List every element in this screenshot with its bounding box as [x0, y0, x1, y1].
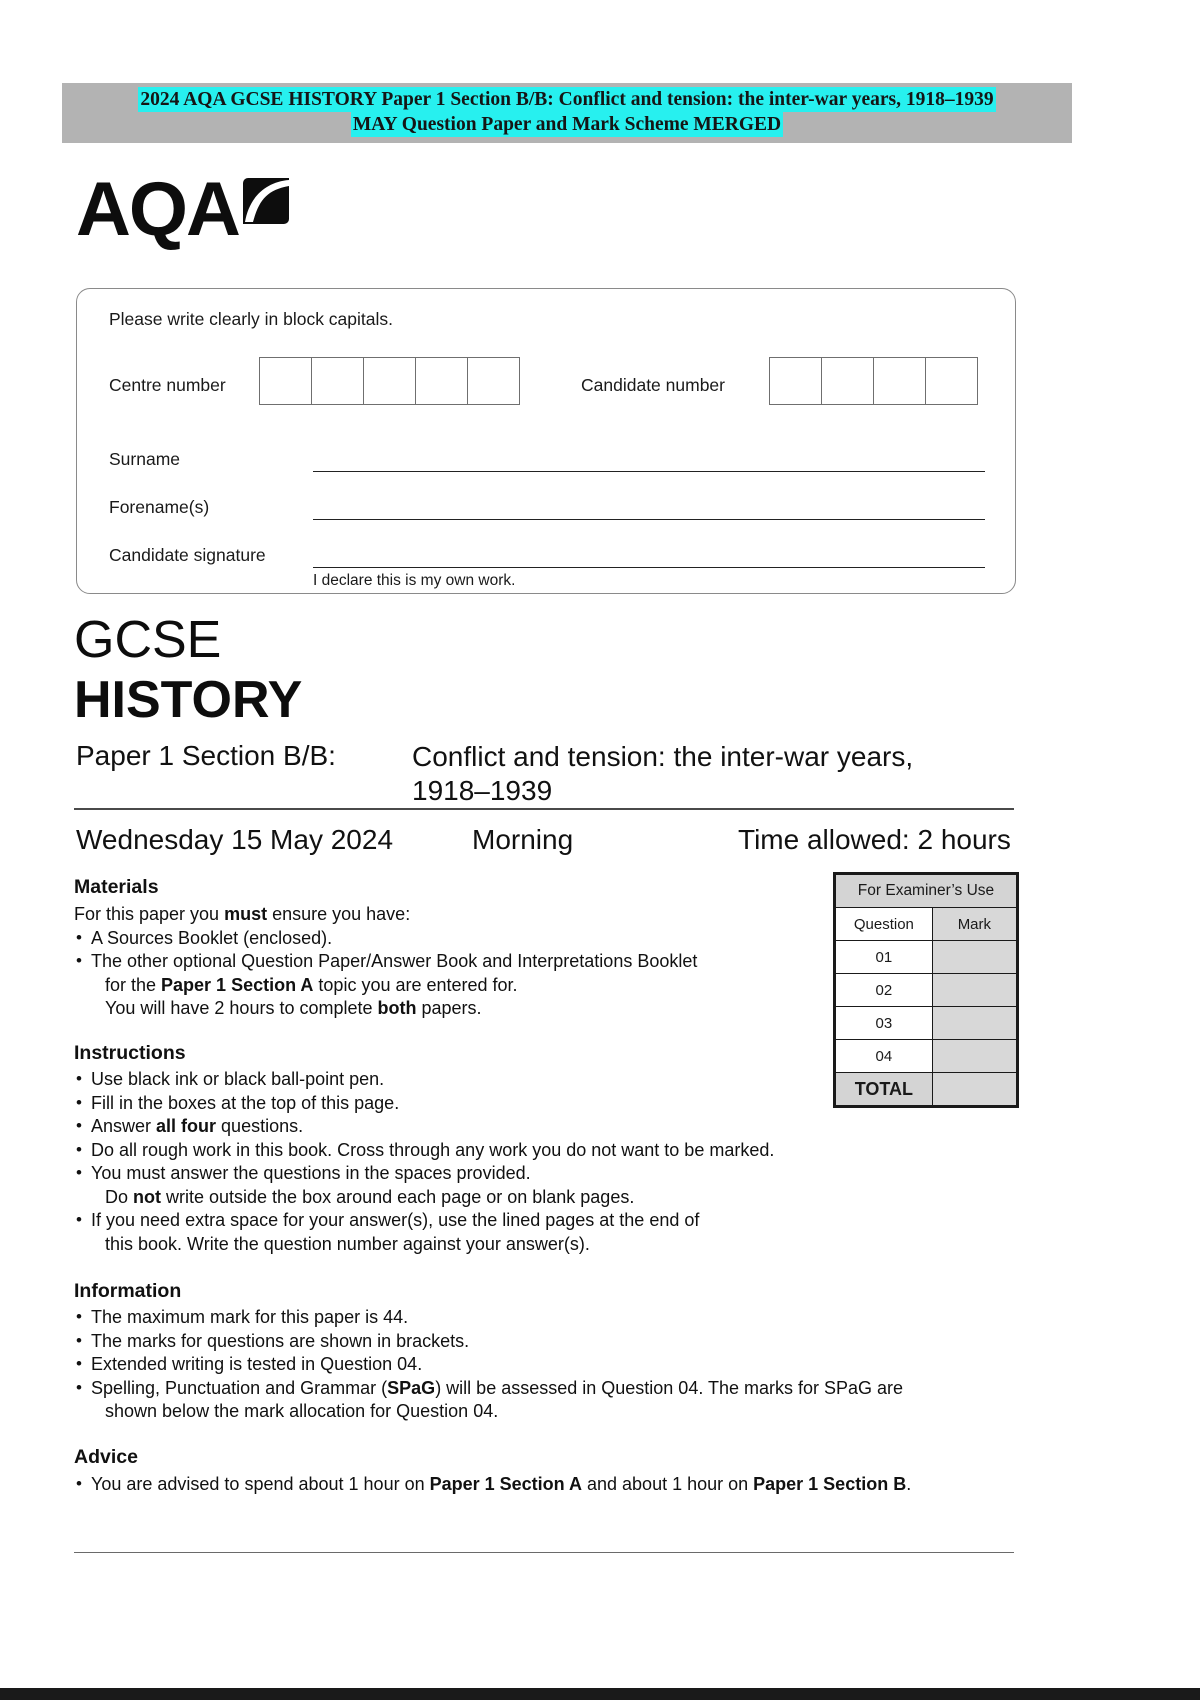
- materials-bullet-2-line3: [91, 997, 814, 1021]
- materials-bullet-1: A Sources Booklet (enclosed).: [91, 927, 333, 948]
- instructions-bullet-5-sub: [91, 1186, 864, 1210]
- materials-b2c-pre: You will have 2 hours to complete: [105, 998, 378, 1018]
- banner-line-2: MAY Question Paper and Mark Scheme MERGED: [352, 114, 782, 135]
- list-item: [74, 1162, 864, 1209]
- list-item: [74, 1092, 864, 1116]
- centre-number-cell[interactable]: [260, 358, 312, 404]
- declaration-text: I declare this is my own work.: [313, 572, 516, 589]
- candidate-number-cell[interactable]: [874, 358, 926, 404]
- advice-b1-pre: You are advised to spend about 1 hour on: [91, 1474, 430, 1494]
- centre-number-cell[interactable]: [468, 358, 520, 404]
- advice-b1-post: .: [906, 1474, 912, 1494]
- materials-b2c-post: papers.: [416, 998, 482, 1018]
- table-row: [836, 941, 1017, 974]
- subject-title: HISTORY: [74, 671, 303, 729]
- candidate-signature-label: Candidate signature: [109, 545, 266, 565]
- advice-heading: Advice: [74, 1446, 138, 1468]
- exam-date: Wednesday 15 May 2024: [76, 824, 394, 855]
- information-b4-bold: SPaG: [387, 1377, 436, 1398]
- information-bullet-1: The maximum mark for this paper is 44.: [91, 1307, 409, 1327]
- examiner-mark-cell[interactable]: [932, 1040, 1016, 1073]
- exam-session: Morning: [472, 824, 574, 855]
- block-capitals-note: Please write clearly in block capitals.: [109, 309, 394, 329]
- forenames-input[interactable]: [313, 519, 985, 520]
- examiner-question-number: 02: [836, 974, 933, 1007]
- examiner-question-number: 03: [836, 1007, 933, 1040]
- instructions-bullet-6-line2: this book. Write the question number against your answer(s).: [105, 1233, 590, 1254]
- candidate-details-box: [76, 288, 1016, 594]
- list-item: [74, 1068, 864, 1092]
- materials-b2-pre: for the: [105, 974, 162, 995]
- surname-label: Surname: [109, 449, 181, 469]
- examiner-table-header: For Examiner’s Use: [836, 875, 1017, 908]
- materials-intro: [74, 903, 814, 927]
- materials-b2-bold: Paper 1 Section A: [161, 974, 314, 995]
- candidate-signature-input[interactable]: [313, 567, 985, 568]
- merged-title-banner: [62, 83, 1072, 143]
- centre-number-cell[interactable]: [416, 358, 468, 404]
- examiner-col-mark: Mark: [932, 908, 1016, 941]
- advice-body: [74, 1473, 1004, 1497]
- instructions-bullet-4: Do all rough work in this book. Cross through any work you do not want to be marked.: [91, 1139, 775, 1160]
- advice-b1-bold2: Paper 1 Section B: [753, 1474, 907, 1494]
- materials-b2-post: topic you are entered for.: [313, 974, 518, 995]
- information-bullet-2: The marks for questions are shown in brackets.: [91, 1330, 470, 1351]
- examiner-mark-cell[interactable]: [932, 941, 1016, 974]
- centre-number-label: Centre number: [109, 375, 226, 395]
- examiner-total-mark-cell[interactable]: [932, 1073, 1016, 1106]
- paper-label: Paper 1 Section B/B:: [76, 740, 336, 771]
- list-item: [74, 1353, 1004, 1377]
- information-body: [74, 1306, 1004, 1424]
- materials-bullet-2-line2: [91, 974, 814, 998]
- candidate-number-cell[interactable]: [770, 358, 822, 404]
- list-item: [74, 1377, 1004, 1424]
- candidate-number-label: Candidate number: [581, 375, 725, 395]
- materials-heading: Materials: [74, 876, 159, 898]
- instructions-bullet-2: Fill in the boxes at the top of this page.: [91, 1092, 400, 1113]
- instructions-heading: Instructions: [74, 1042, 186, 1064]
- candidate-number-input[interactable]: [769, 357, 978, 405]
- materials-intro-bold: must: [224, 904, 268, 924]
- instructions-bullet-6-line1: If you need extra space for your answer(s), use the lined pages at the end of: [91, 1210, 700, 1230]
- examiner-total-label: TOTAL: [836, 1073, 933, 1106]
- instructions-body: [74, 1068, 864, 1256]
- aqa-logo: [76, 167, 289, 252]
- examiner-question-number: 04: [836, 1040, 933, 1073]
- list-item: [74, 1473, 1004, 1497]
- candidate-number-cell[interactable]: [822, 358, 874, 404]
- time-allowed: Time allowed: 2 hours: [738, 824, 1011, 855]
- information-b4-post: ) will be assessed in Question 04. The marks for SPaG are: [435, 1377, 904, 1398]
- instructions-b3-pre: Answer: [91, 1116, 157, 1136]
- aqa-logo-text: AQA: [76, 167, 239, 252]
- examiner-question-number: 01: [836, 941, 933, 974]
- materials-intro-c: ensure you have:: [267, 904, 411, 924]
- list-item: [74, 927, 814, 951]
- instructions-b3-post: questions.: [216, 1116, 304, 1136]
- candidate-number-cell[interactable]: [926, 358, 978, 404]
- examiner-mark-cell[interactable]: [932, 1007, 1016, 1040]
- table-row: [836, 974, 1017, 1007]
- examiner-mark-cell[interactable]: [932, 974, 1016, 1007]
- centre-number-cell[interactable]: [364, 358, 416, 404]
- materials-intro-a: For this paper you: [74, 904, 225, 924]
- page-bottom-bar: [0, 1688, 1200, 1700]
- advice-b1-bold1: Paper 1 Section A: [429, 1474, 582, 1494]
- list-item: [74, 950, 814, 1021]
- instructions-b3-bold: all four: [156, 1116, 217, 1136]
- banner-line-1: 2024 AQA GCSE HISTORY Paper 1 Section B/B: Conflict and tension: the inter-war years, 1918–1939: [140, 89, 994, 110]
- information-heading: Information: [74, 1280, 182, 1302]
- materials-bullet-2-line1: The other optional Question Paper/Answer Book and Interpretations Booklet: [91, 951, 698, 971]
- paper-topic: Conflict and tension: the inter-war years, 1918–1939: [412, 741, 914, 806]
- materials-body: [74, 903, 814, 1021]
- advice-b1-mid: and about 1 hour on: [582, 1474, 754, 1494]
- materials-b2c-bold: both: [377, 998, 417, 1018]
- centre-number-cell[interactable]: [312, 358, 364, 404]
- instructions-bullet-5: You must answer the questions in the spaces provided.: [91, 1163, 531, 1183]
- list-item: [74, 1209, 864, 1256]
- information-b4-pre: Spelling, Punctuation and Grammar (: [91, 1377, 388, 1398]
- title-divider: [74, 808, 1014, 810]
- centre-number-input[interactable]: [259, 357, 520, 405]
- instructions-bullet-1: Use black ink or black ball-point pen.: [91, 1069, 385, 1089]
- qualification-title: GCSE: [74, 611, 222, 669]
- list-item: [74, 1139, 864, 1163]
- list-item: [74, 1306, 1004, 1330]
- list-item: [74, 1330, 1004, 1354]
- table-row: [836, 1007, 1017, 1040]
- examiner-col-question: Question: [836, 908, 933, 941]
- information-b4-line2: shown below the mark allocation for Question 04.: [105, 1401, 499, 1421]
- list-item: [74, 1115, 864, 1139]
- footer-divider: [74, 1552, 1014, 1553]
- instructions-b5-pre: Do: [105, 1186, 134, 1207]
- surname-input[interactable]: [313, 471, 985, 472]
- forenames-label: Forename(s): [109, 497, 210, 517]
- instructions-b5-post: write outside the box around each page or on blank pages.: [161, 1186, 635, 1207]
- aqa-leaf-mark-icon: [243, 178, 289, 224]
- instructions-b5-bold: not: [133, 1186, 161, 1207]
- information-bullet-3: Extended writing is tested in Question 04.: [91, 1354, 423, 1374]
